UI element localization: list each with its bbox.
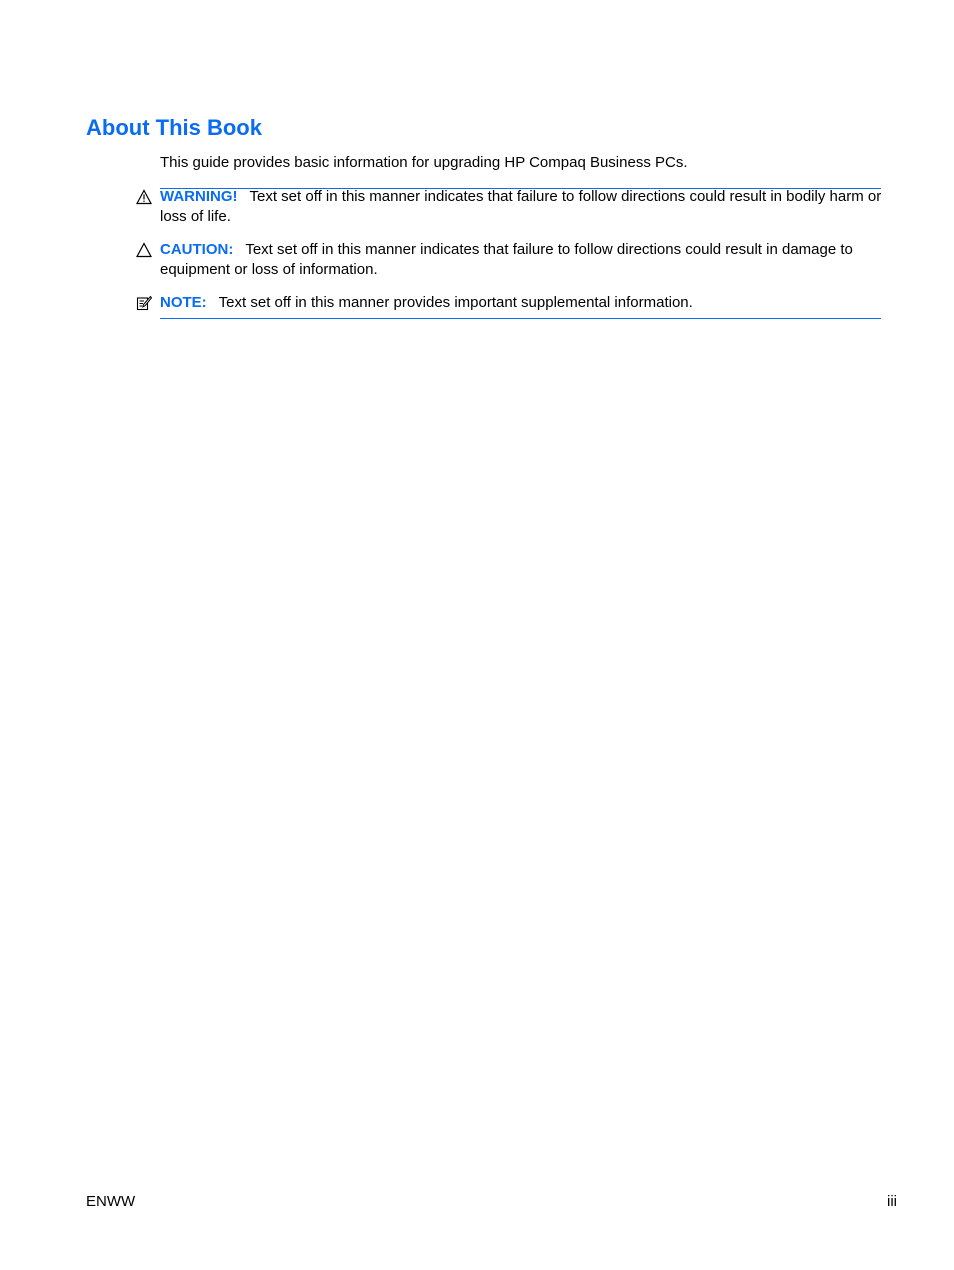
warning-icon: [136, 189, 152, 205]
warning-label: WARNING!: [160, 188, 238, 205]
caution-notice: [136, 240, 882, 280]
note-icon: [136, 295, 152, 311]
caution-label: CAUTION:: [160, 241, 234, 258]
note-notice: [136, 293, 882, 313]
note-text: Text set off in this manner provides important supplemental information.: [218, 294, 693, 311]
page-number: iii: [887, 1193, 897, 1210]
warning-text: Text set off in this manner indicates that failure to follow directions could result in bodily harm or loss of life.: [160, 188, 882, 225]
intro-paragraph: This guide provides basic information for upgrading HP Compaq Business PCs.: [160, 154, 688, 171]
caution-icon: [136, 242, 152, 258]
footer-left-label: ENWW: [86, 1193, 136, 1210]
warning-notice: [136, 187, 882, 227]
caution-text: Text set off in this manner indicates that failure to follow directions could result in damage to equipment or loss of information.: [160, 241, 853, 278]
notice-bottom-rule: [160, 318, 881, 319]
page-title: About This Book: [86, 115, 262, 140]
note-label: NOTE:: [160, 294, 207, 311]
